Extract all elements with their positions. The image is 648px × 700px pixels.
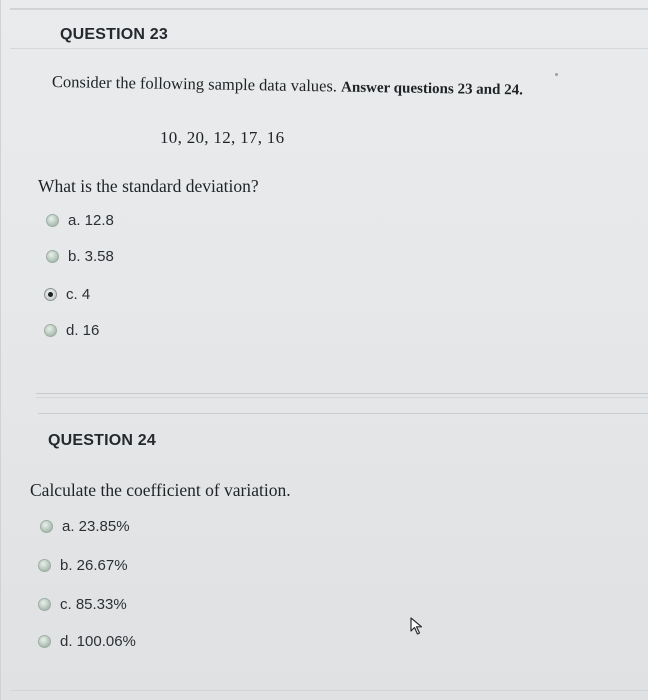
- q24-option-d[interactable]: [38, 633, 136, 650]
- q24-option-d-label: d. 100.06%: [60, 633, 136, 650]
- radio-unselected-icon[interactable]: [38, 598, 51, 611]
- radio-selected-icon[interactable]: [44, 288, 57, 301]
- question-24-heading: QUESTION 24: [48, 432, 157, 449]
- radio-unselected-icon[interactable]: [40, 520, 53, 533]
- q23-option-d-label: d. 16: [66, 322, 100, 339]
- question-24-prompt: Calculate the coefficient of variation.: [30, 480, 291, 500]
- q24-option-b[interactable]: [38, 557, 128, 574]
- screen-speck: [555, 73, 558, 76]
- question-24-top-rule: [38, 413, 648, 414]
- radio-unselected-icon[interactable]: [44, 324, 57, 337]
- radio-unselected-icon[interactable]: [38, 559, 51, 572]
- radio-unselected-icon[interactable]: [46, 214, 59, 227]
- q23-option-a[interactable]: [46, 212, 114, 229]
- q24-option-c[interactable]: [38, 596, 127, 613]
- question-divider: [36, 393, 648, 398]
- header-divider: [10, 48, 648, 49]
- q23-option-c-label: c. 4: [66, 286, 91, 303]
- q23-option-c[interactable]: [44, 286, 90, 303]
- question-23-heading: QUESTION 23: [60, 26, 169, 43]
- radio-unselected-icon[interactable]: [46, 250, 59, 263]
- q23-option-d[interactable]: [44, 322, 99, 339]
- top-divider: [10, 8, 648, 10]
- q23-option-b-label: b. 3.58: [68, 248, 114, 265]
- bottom-divider: [10, 690, 648, 691]
- sample-data-values: 10, 20, 12, 17, 16: [160, 128, 285, 147]
- mouse-pointer-icon: [410, 617, 424, 635]
- question-23-prompt: What is the standard deviation?: [38, 176, 259, 196]
- q23-option-a-label: a. 12.8: [68, 212, 114, 229]
- q24-option-a-label: a. 23.85%: [62, 518, 130, 535]
- q24-option-c-label: c. 85.33%: [60, 596, 127, 613]
- q24-option-a[interactable]: [40, 518, 130, 535]
- q23-option-b[interactable]: [46, 248, 114, 265]
- intro-text: Consider the following sample data values.: [51, 72, 338, 96]
- intro-bold-text: Answer questions 23 and 24.: [340, 79, 524, 99]
- radio-unselected-icon[interactable]: [38, 635, 51, 648]
- q24-option-b-label: b. 26.67%: [60, 557, 128, 574]
